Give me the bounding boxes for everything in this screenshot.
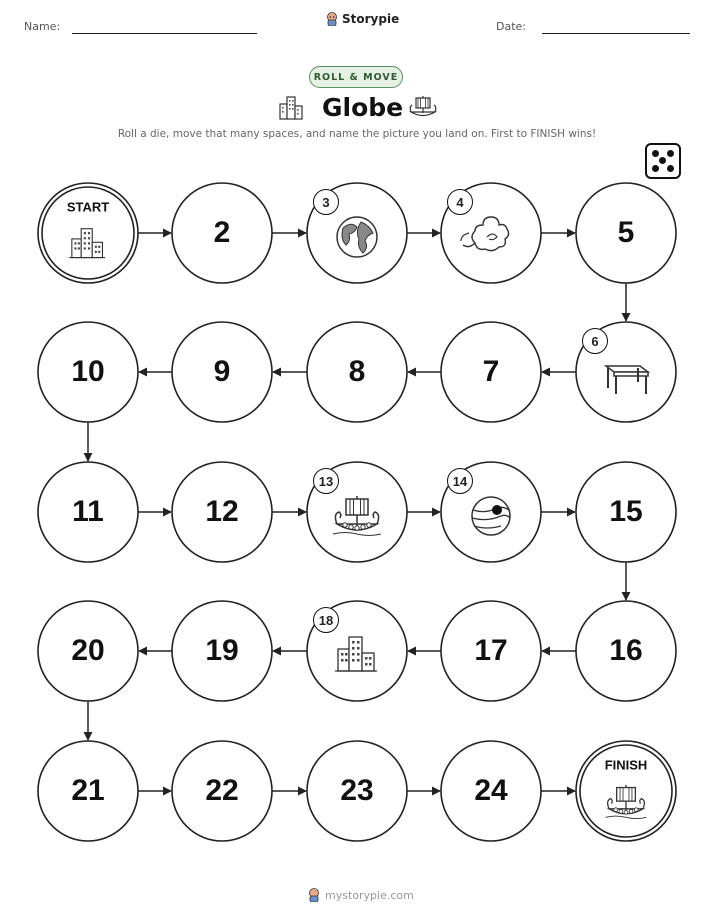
space-number: 19 — [205, 634, 239, 667]
space-number: 17 — [474, 634, 508, 667]
game-type-badge: ROLL & MOVE — [309, 66, 403, 88]
space-number: 10 — [71, 355, 105, 388]
footer-url: mystorypie.com — [325, 888, 414, 902]
space-number-badge: 3 — [313, 189, 339, 215]
space-number: 12 — [205, 495, 239, 528]
space-number: 20 — [71, 634, 105, 667]
finish-label: FINISH — [604, 757, 648, 773]
space-number-badge: 13 — [313, 468, 339, 494]
footer — [308, 888, 414, 902]
date-label: Date: — [496, 20, 526, 33]
space-number: 15 — [609, 495, 643, 528]
space-number: 21 — [71, 774, 105, 807]
space-number: 9 — [213, 355, 231, 388]
space-number: 5 — [617, 216, 635, 249]
space-number-badge: 14 — [447, 468, 473, 494]
space-number: 24 — [474, 774, 508, 807]
space-number-badge: 6 — [582, 328, 608, 354]
planet-icon — [472, 497, 510, 535]
space-number-badge: 18 — [313, 607, 339, 633]
space-number-badge: 4 — [447, 189, 473, 215]
instructions: Roll a die, move that many spaces, and name the picture you land on. First to FINISH wins! — [117, 128, 597, 140]
mascot-icon — [308, 888, 320, 902]
space-number: 22 — [205, 774, 239, 807]
start-label: START — [66, 199, 110, 215]
space-number: 2 — [213, 216, 231, 249]
space-number: 7 — [482, 355, 500, 388]
space-number: 11 — [72, 495, 104, 528]
brand-name: Storypie — [342, 12, 400, 26]
earth-globe-icon — [337, 217, 377, 257]
space-number: 23 — [340, 774, 374, 807]
page-title: Globe — [322, 93, 404, 122]
space-number: 16 — [609, 634, 643, 667]
name-label: Name: — [24, 20, 61, 33]
space-number: 8 — [348, 355, 366, 388]
